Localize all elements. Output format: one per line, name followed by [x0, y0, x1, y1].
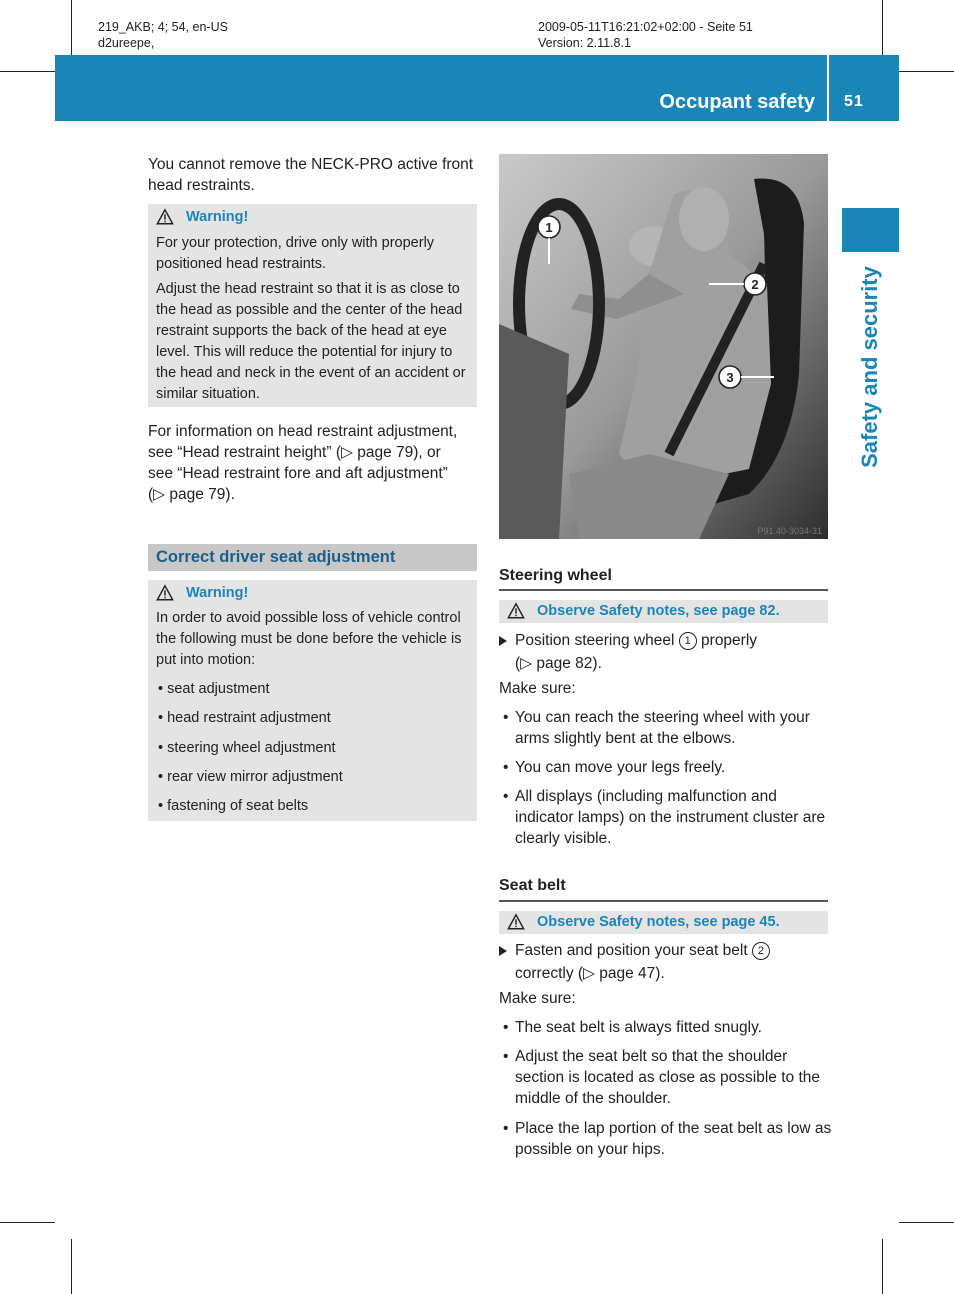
info-line: see “Head restraint height” (▷ page 79), or	[148, 444, 441, 461]
step-text: Position steering wheel	[515, 632, 675, 649]
list-item-text: All displays (including malfunction and indicator lamps) on the instrument cluster are clearly visible.	[515, 788, 826, 847]
bullet-icon: •	[503, 709, 509, 726]
list-item-text: You can move your legs freely.	[515, 759, 726, 776]
notice-header	[507, 913, 780, 931]
warning-title: Warning!	[186, 585, 249, 601]
safety-notice	[499, 600, 828, 623]
list-item	[503, 1017, 833, 1038]
instruction-step	[499, 940, 828, 984]
crop-mark	[899, 71, 954, 72]
notice-header	[507, 602, 780, 620]
warning-triangle-icon	[156, 208, 174, 226]
crop-mark	[882, 0, 883, 55]
page-title: Occupant safety	[659, 91, 815, 113]
info-line: For information on head restraint adjustment,	[148, 423, 458, 440]
list-item-text: Place the lap portion of the seat belt as low as possible on your hips.	[515, 1120, 832, 1158]
list-item	[503, 1118, 833, 1160]
warning-triangle-icon	[156, 584, 174, 602]
meta-version: Version: 2.11.8.1	[538, 36, 631, 50]
bullet-icon: •	[503, 1120, 509, 1137]
list-item: • rear view mirror adjustment	[158, 769, 343, 785]
chapter-label: Safety and security	[857, 266, 882, 468]
crop-mark	[0, 71, 55, 72]
warning-box-head-restraints	[148, 204, 477, 407]
list-item-text: steering wheel adjustment	[167, 740, 336, 756]
notice-text: Observe Safety notes, see page 45.	[537, 914, 780, 930]
steering-heading: Steering wheel	[499, 567, 612, 584]
make-sure-label: Make sure:	[499, 990, 576, 1007]
list-item	[503, 786, 833, 849]
svg-text:2: 2	[751, 277, 759, 292]
list-item	[503, 707, 833, 749]
heading-rule	[499, 589, 828, 591]
chapter-tab	[842, 208, 899, 252]
driver-seat-illustration-icon	[499, 154, 828, 539]
crop-mark	[71, 1239, 72, 1294]
notice-text: Observe Safety notes, see page 82.	[537, 603, 780, 619]
page-number: 51	[844, 93, 864, 110]
svg-text:3: 3	[726, 370, 734, 385]
meta-user: d2ureepe,	[98, 36, 155, 50]
list-item-text: seat adjustment	[167, 681, 270, 697]
print-meta-left	[98, 19, 228, 51]
step-text: properly	[701, 632, 758, 649]
callout-ref-icon: 2	[752, 942, 770, 960]
intro-text: You cannot remove the NECK-PRO active front head restraints.	[148, 156, 474, 194]
list-item: • seat adjustment	[158, 681, 270, 697]
info-line: (▷ page 79).	[148, 486, 235, 503]
instruction-step	[499, 630, 828, 674]
warning-triangle-icon	[507, 913, 525, 931]
list-item: • steering wheel adjustment	[158, 740, 336, 756]
info-paragraph	[148, 421, 480, 505]
list-item-text: You can reach the steering wheel with your arms slightly bent at the elbows.	[515, 709, 810, 747]
list-item	[503, 757, 833, 778]
list-item-text: Adjust the seat belt so that the shoulder section is located as close as possible to the middle of the shoulder.	[515, 1048, 821, 1107]
list-item-text: head restraint adjustment	[167, 710, 331, 726]
driver-seat-figure	[499, 154, 828, 539]
print-meta-right	[538, 19, 753, 51]
list-item	[503, 1046, 833, 1109]
figure-code: P91.40-3034-31	[757, 526, 822, 536]
meta-file: 219_AKB; 4; 54, en-US	[98, 20, 228, 34]
meta-timestamp: 2009-05-11T16:21:02+02:00 - Seite 51	[538, 20, 753, 34]
safety-notice	[499, 911, 828, 934]
warning-box-seat-adjustment	[148, 580, 477, 821]
list-item: • head restraint adjustment	[158, 710, 331, 726]
warning-header	[156, 584, 248, 602]
page-ref: (▷ page 82).	[515, 655, 602, 672]
section-heading: Correct driver seat adjustment	[156, 548, 396, 566]
bullet-icon: •	[503, 788, 509, 805]
svg-text:1: 1	[545, 220, 553, 235]
step-arrow-icon	[499, 946, 507, 956]
bullet-icon: •	[503, 1048, 509, 1065]
header-band	[55, 55, 899, 121]
header-divider	[827, 55, 829, 121]
bullet-icon: •	[503, 1019, 509, 1036]
warning-triangle-icon	[507, 602, 525, 620]
crop-mark	[71, 0, 72, 55]
step-text: Fasten and position your seat belt	[515, 942, 748, 959]
info-line: see “Head restraint fore and aft adjustment”	[148, 465, 448, 482]
seatbelt-heading: Seat belt	[499, 877, 566, 894]
crop-mark	[0, 1222, 55, 1223]
make-sure-label: Make sure:	[499, 680, 576, 697]
list-item-text: rear view mirror adjustment	[167, 769, 343, 785]
crop-mark	[899, 1222, 954, 1223]
warning-header	[156, 208, 248, 226]
section-heading-bar	[148, 544, 477, 571]
crop-mark	[882, 1239, 883, 1294]
bullet-icon: •	[503, 759, 509, 776]
step-arrow-icon	[499, 636, 507, 646]
page-ref: correctly (▷ page 47).	[515, 965, 665, 982]
warning-paragraph: In order to avoid possible loss of vehicle control the following must be done before the vehicle is put into motion:	[156, 610, 462, 668]
list-item-text: fastening of seat belts	[167, 798, 309, 814]
list-item-text: The seat belt is always fitted snugly.	[515, 1019, 762, 1036]
warning-paragraph: Adjust the head restraint so that it is as close to the head as possible and the center of the head restraint supports the back of the head at eye level. This will reduce the potential for injury to the head and neck in the event of an accident or similar situation.	[156, 281, 466, 402]
list-item: • fastening of seat belts	[158, 798, 309, 814]
heading-rule	[499, 900, 828, 902]
warning-title: Warning!	[186, 209, 249, 225]
callout-ref-icon: 1	[679, 632, 697, 650]
warning-paragraph: For your protection, drive only with properly positioned head restraints.	[156, 235, 435, 272]
